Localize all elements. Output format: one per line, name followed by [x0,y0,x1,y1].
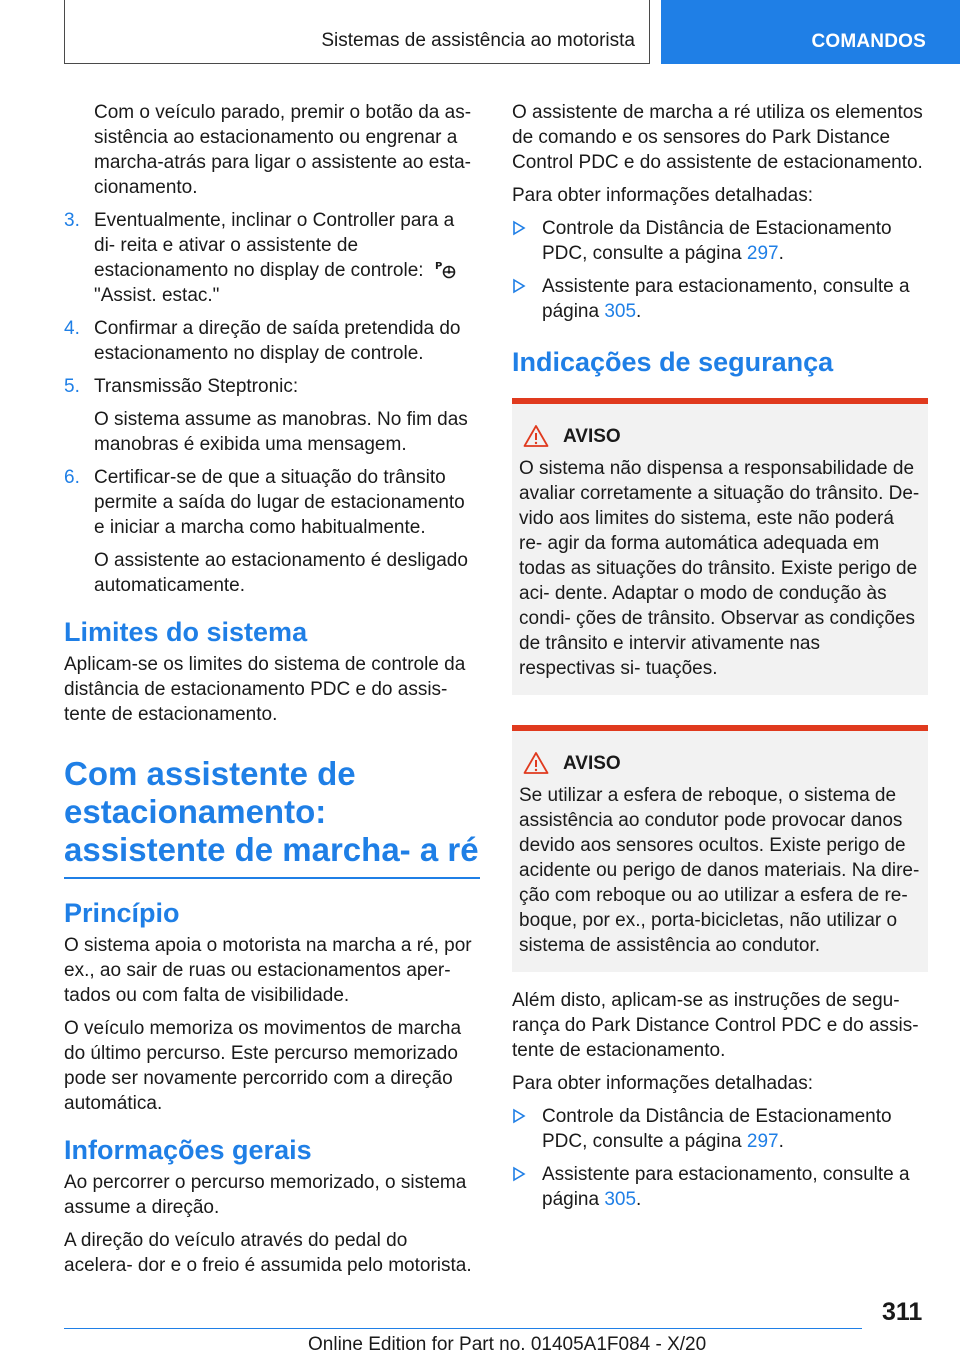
step-3 [64,208,480,308]
warning-triangle-icon [523,424,549,448]
more-info-label-2: Para obter informações detalhadas: [512,1073,814,1094]
list-item [512,216,928,266]
triangle-bullet-icon [512,220,526,236]
intro-step-text: Com o veículo parado, premir o botão da as- sistência ao estacionamento ou engrenar a marcha-atrás para ligar o assistente ao esta- cionamento. [94,102,472,198]
footer-edition-text: Online Edition for Part no. 01405A1F084 - X/20 [308,1334,707,1355]
list-item-end: . [636,301,642,322]
right-column [512,100,928,1220]
step-text: Confirmar a direção de saída pretendida do estacionamento no display de controle. [94,318,461,364]
page-link[interactable]: 297 [746,243,779,264]
step-text: Transmissão Steptronic: [94,376,299,397]
triangle-bullet-icon [512,278,526,294]
limits-heading: Limites do sistema [64,617,308,647]
page-number: 311 [882,1298,923,1326]
step-text: Eventualmente, inclinar o Controller para a di- reita e ativar o assistente de estacionamento no display de controle: [94,210,455,281]
list-item [512,274,928,324]
warning-title [519,422,920,450]
list-item-end: . [778,243,784,264]
list-item-text: Assistente para estacionamento, consulte a página [542,276,910,322]
step-number: 4. [64,318,80,339]
right-intro: O assistente de marcha a ré utiliza os elementos de comando e os sensores do Park Distance Control PDC e do assistente de estacionamento. [512,102,923,173]
safety-heading: Indicações de segurança [512,347,834,377]
step-number: 3. [64,210,80,231]
parking-assistant-icon [435,259,457,279]
step-subtext: O sistema assume as manobras. No fim das manobras é exibida uma mensagem. [94,409,468,455]
footer-rule [64,1328,862,1329]
more-info-label: Para obter informações detalhadas: [512,185,814,206]
list-item [512,1162,928,1212]
warning-title [519,749,920,777]
after-warnings-text: Além disto, aplicam-se as instruções de segu- rança do Park Distance Control PDC e do assis- tente de estacionamento. [512,990,919,1061]
svg-text:P: P [434,261,443,272]
list-item [512,1104,928,1154]
header-section-box [64,0,650,64]
page-link[interactable]: 305 [604,301,637,322]
triangle-bullet-icon [512,1108,526,1124]
step-text: Certificar-se de que a situação do trânsito permite a saída do lugar de estacionamento e iniciar a marcha como habitualmente. [94,467,465,538]
list-item-end: . [778,1131,784,1152]
list-item-text: Assistente para estacionamento, consulte a página [542,1164,910,1210]
warning-text: Se utilizar a esfera de reboque, o sistema de assistência ao condutor pode provocar danos devido aos sensores ocultos. Existe perigo de acidente ou perigo de danos materiais. Na dire- ção com reboque ou ao utilizar a esfera de re- boque, por ex., porta-bicicletas, não utilizar o sistema de assistência ao condutor. [519,785,920,956]
list-item-text: Controle da Distância de Estacionamento PDC, consulte a página [542,218,892,264]
page-link[interactable]: 305 [604,1189,637,1210]
step-text-menu-item: "Assist. estac." [94,285,220,306]
left-column [64,100,480,1286]
warning-box-2 [512,725,928,972]
warning-title-text: AVISO [563,752,621,774]
section-title: Sistemas de assistência ao motorista [321,30,635,51]
chapter-tab[interactable] [661,0,960,64]
warning-title-text: AVISO [563,425,621,447]
warning-box-1 [512,398,928,695]
list-item-text: Controle da Distância de Estacionamento PDC, consulte a página [542,1106,892,1152]
step-number: 5. [64,376,80,397]
principle-heading: Princípio [64,898,180,928]
step-6 [64,465,480,598]
chapter-tab-label: COMANDOS [811,31,926,52]
chapter-heading-rule [64,877,480,879]
general-info-heading: Informações gerais [64,1135,312,1165]
chapter-heading: Com assistente de estacionamento: assistente de marcha- a ré [64,755,479,868]
principle-paragraph-1: O sistema apoia o motorista na marcha a ré, por ex., ao sair de ruas ou estacionamentos aper- tados ou com falta de visibilidade. [64,935,472,1006]
step-4 [64,316,480,366]
triangle-bullet-icon [512,1166,526,1182]
step-5 [64,374,480,457]
step-subtext: O assistente ao estacionamento é desligado automaticamente. [94,550,468,596]
warning-triangle-icon [523,751,549,775]
general-paragraph-2: A direção do veículo através do pedal do acelera- dor e o freio é assumida pelo motorista. [64,1230,472,1276]
principle-paragraph-2: O veículo memoriza os movimentos de marcha do último percurso. Este percurso memorizado pode ser novamente percorrido com a direção automática. [64,1018,462,1114]
step-number: 6. [64,467,80,488]
general-paragraph-1: Ao percorrer o percurso memorizado, o sistema assume a direção. [64,1172,467,1218]
page-link[interactable]: 297 [746,1131,779,1152]
warning-text: O sistema não dispensa a responsabilidade de avaliar corretamente a situação do trânsito. De- vido aos limites do sistema, este não poderá re- agir da forma automática adequada em todas as situações do trânsito. Existe perigo de aci- dente. Adaptar o modo de condução às condi- ções de trânsito. Observar as condições de trânsito e intervir ativamente nas respectivas si- tuações. [519,458,920,679]
list-item-end: . [636,1189,642,1210]
footer-edition [308,1334,706,1356]
limits-text: Aplicam-se os limites do sistema de controle da distância de estacionamento PDC e do assis- tente de estacionamento. [64,654,466,725]
